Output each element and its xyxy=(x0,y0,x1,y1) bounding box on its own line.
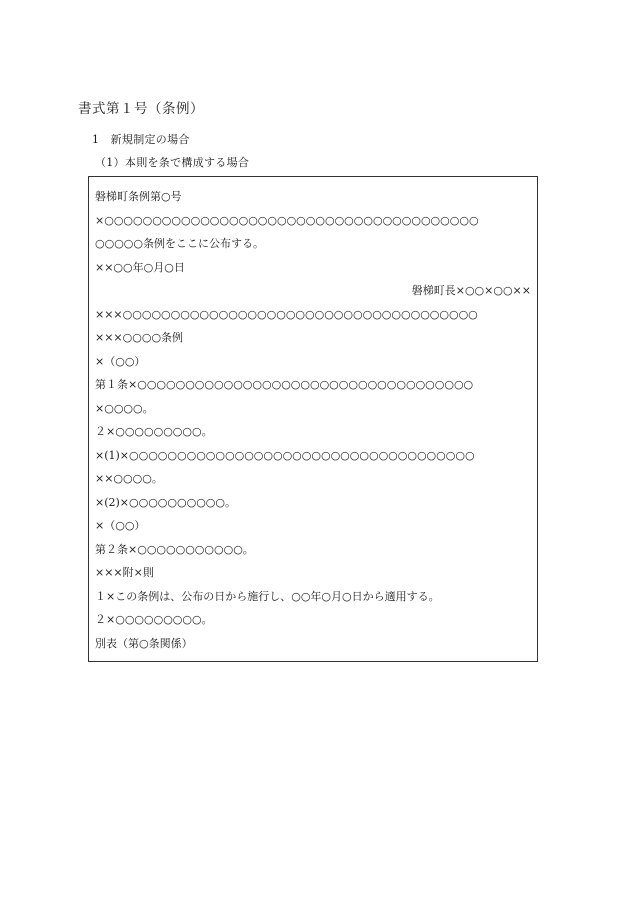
section-heading: 1 新規制定の場合 xyxy=(92,133,190,146)
form-line: 磐梯町条例第○号 xyxy=(95,190,182,203)
form-line: ×××○○○○条例 xyxy=(95,331,184,344)
form-line: ××○○年○月○日 xyxy=(95,260,185,274)
form-line: ××○○○○。 xyxy=(95,472,163,485)
form-line: ２×○○○○○○○○○。 xyxy=(95,613,213,626)
form-line: 磐梯町長×○○×○○×× xyxy=(411,284,531,297)
form-line: ×××附×則 xyxy=(95,566,154,579)
sub-heading: （1）本則を条で構成する場合 xyxy=(95,156,250,169)
form-line: ２×○○○○○○○○○。 xyxy=(95,425,213,438)
form-line: 別表（第○条関係） xyxy=(95,636,193,650)
form-line: 第１条×○○○○○○○○○○○○○○○○○○○○○○○○○○○○○○○○○○○ xyxy=(95,378,474,391)
form-line: ×○○○○。 xyxy=(95,401,154,415)
form-line: １×この条例は、公布の日から施行し、○○年○月○日から適用する。 xyxy=(95,589,440,603)
form-line: ×（○○） xyxy=(95,354,146,368)
form-line: ×(2)×○○○○○○○○○○。 xyxy=(95,495,236,509)
document-title: 書式第１号（条例） xyxy=(78,101,204,117)
form-line: ×(1)×○○○○○○○○○○○○○○○○○○○○○○○○○○○○○○○○○○○○ xyxy=(95,448,475,462)
form-line: ○○○○○条例をここに公布する。 xyxy=(95,237,264,250)
form-line: ×××○○○○○○○○○○○○○○○○○○○○○○○○○○○○○○○○○○○○○ xyxy=(95,307,478,321)
form-line: 第２条×○○○○○○○○○○○。 xyxy=(95,542,254,556)
ordinance-form-box xyxy=(88,176,538,662)
form-line: ×（○○） xyxy=(95,519,146,532)
form-line: ×○○○○○○○○○○○○○○○○○○○○○○○○○○○○○○○○○○○○○○○ xyxy=(95,213,479,227)
